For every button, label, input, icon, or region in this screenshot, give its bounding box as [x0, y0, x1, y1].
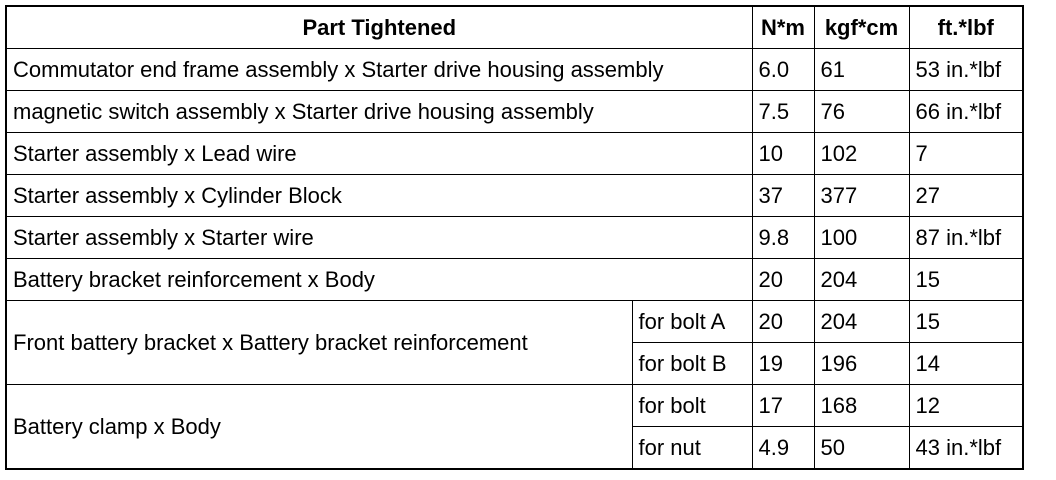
part-cell: Starter assembly x Lead wire [6, 133, 752, 175]
part-cell: Starter assembly x Starter wire [6, 217, 752, 259]
group-part-cell: Front battery bracket x Battery bracket reinforcement [6, 301, 632, 385]
header-ftlbf: ft.*lbf [909, 6, 1023, 49]
nm-cell: 7.5 [752, 91, 814, 133]
part-cell: Commutator end frame assembly x Starter drive housing assembly [6, 49, 752, 91]
nm-cell: 4.9 [752, 427, 814, 470]
group-part-cell: Battery clamp x Body [6, 385, 632, 470]
header-kgfcm: kgf*cm [814, 6, 909, 49]
table-row [6, 385, 1023, 427]
sub-label-cell: for bolt A [632, 301, 752, 343]
torque-spec-table [5, 5, 1024, 470]
kgfcm-cell: 100 [814, 217, 909, 259]
kgfcm-cell: 102 [814, 133, 909, 175]
ftlbf-cell: 87 in.*lbf [909, 217, 1023, 259]
kgfcm-cell: 76 [814, 91, 909, 133]
ftlbf-cell: 43 in.*lbf [909, 427, 1023, 470]
table-row [6, 217, 1023, 259]
kgfcm-cell: 50 [814, 427, 909, 470]
nm-cell: 20 [752, 259, 814, 301]
ftlbf-cell: 15 [909, 301, 1023, 343]
ftlbf-cell: 7 [909, 133, 1023, 175]
nm-cell: 9.8 [752, 217, 814, 259]
ftlbf-cell: 15 [909, 259, 1023, 301]
table-row [6, 133, 1023, 175]
sub-label-cell: for bolt B [632, 343, 752, 385]
table-row [6, 91, 1023, 133]
table-row [6, 301, 1023, 343]
ftlbf-cell: 53 in.*lbf [909, 49, 1023, 91]
table-header-row [6, 6, 1023, 49]
ftlbf-cell: 12 [909, 385, 1023, 427]
ftlbf-cell: 14 [909, 343, 1023, 385]
part-cell: Battery bracket reinforcement x Body [6, 259, 752, 301]
kgfcm-cell: 204 [814, 301, 909, 343]
nm-cell: 19 [752, 343, 814, 385]
nm-cell: 37 [752, 175, 814, 217]
ftlbf-cell: 66 in.*lbf [909, 91, 1023, 133]
ftlbf-cell: 27 [909, 175, 1023, 217]
kgfcm-cell: 196 [814, 343, 909, 385]
table-row [6, 49, 1023, 91]
sub-label-cell: for nut [632, 427, 752, 470]
nm-cell: 10 [752, 133, 814, 175]
nm-cell: 17 [752, 385, 814, 427]
kgfcm-cell: 204 [814, 259, 909, 301]
table-row [6, 175, 1023, 217]
kgfcm-cell: 61 [814, 49, 909, 91]
header-nm: N*m [752, 6, 814, 49]
sub-label-cell: for bolt [632, 385, 752, 427]
header-part-tightened: Part Tightened [6, 6, 752, 49]
part-cell: Starter assembly x Cylinder Block [6, 175, 752, 217]
nm-cell: 20 [752, 301, 814, 343]
nm-cell: 6.0 [752, 49, 814, 91]
table-row [6, 259, 1023, 301]
kgfcm-cell: 168 [814, 385, 909, 427]
part-cell: magnetic switch assembly x Starter drive housing assembly [6, 91, 752, 133]
kgfcm-cell: 377 [814, 175, 909, 217]
